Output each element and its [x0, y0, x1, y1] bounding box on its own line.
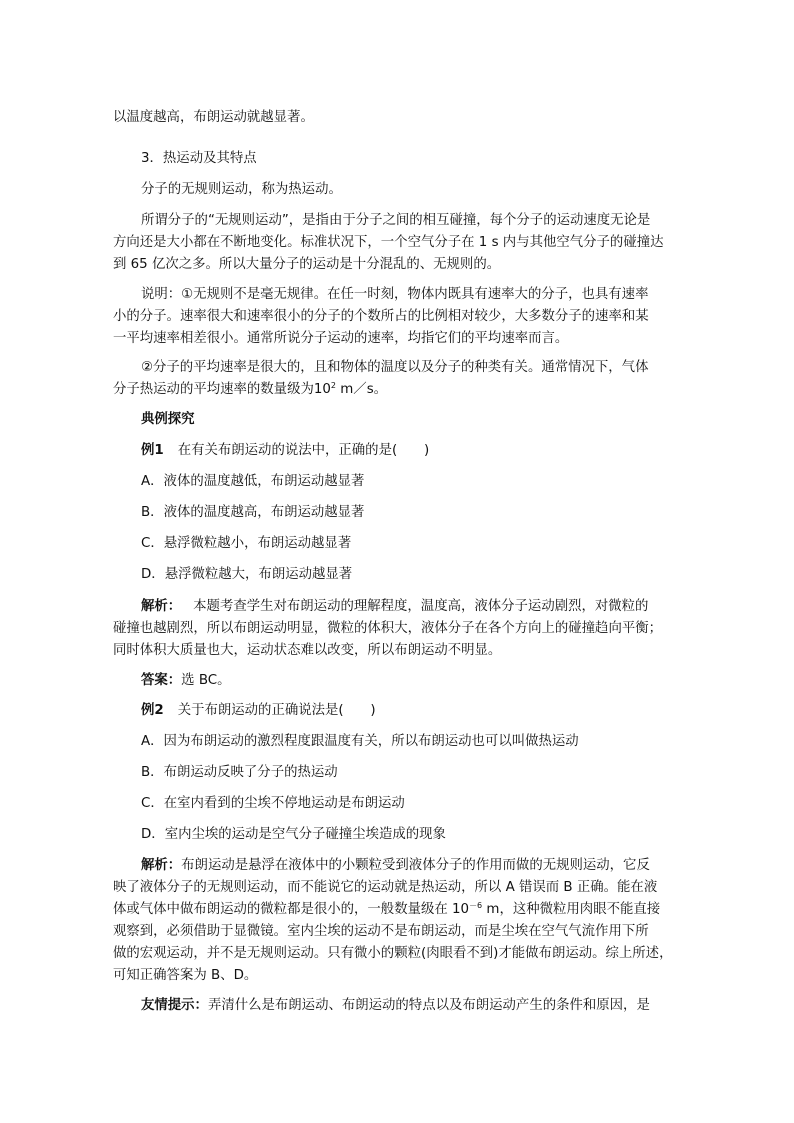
note2-line1: ②分子的平均速率是很大的，且和物体的温度以及分子的种类有关。通常情况下，气体 [141, 360, 649, 375]
example2-option-a: A．因为布朗运动的激烈程度跟温度有关，所以布朗运动也可以叫做热运动 [141, 734, 579, 749]
example2-option-c: C．在室内看到的尘埃不停地运动是布朗运动 [141, 796, 405, 811]
example2-question: 关于布朗运动的正确说法是( ) [177, 703, 376, 718]
example2-analysis-line6: 可知正确答案为 B、D。 [113, 968, 258, 983]
example1-option-a: A．液体的温度越低，布朗运动越显著 [141, 474, 365, 489]
note1-line3: 一平均速率相差很小。通常所说分子运动的速率，均指它们的平均速率而言。 [113, 331, 569, 346]
example2-analysis-line4: 观察到，必须借助于显微镜。室内尘埃的运动不是布朗运动，而是尘埃在空气气流作用下所 [113, 924, 649, 939]
example1-answer-label: 答案： [141, 673, 182, 688]
tip-label: 友情提示： [141, 998, 208, 1013]
typical-heading: 典例探究 [141, 412, 195, 427]
example2-option-d: D．室内尘埃的运动是空气分子碰撞尘埃造成的现象 [141, 827, 446, 842]
example1-analysis-line1 [141, 599, 648, 615]
note2-line2-suffix: m／s。 [336, 382, 388, 397]
example2-analysis-line3-suffix: m，这种微粒用肉眼不能直接 [482, 902, 661, 917]
example2-analysis-line2: 映了液体分子的无规则运动，而不能说它的运动就是热运动，所以 A 错误而 B 正确。能在液 [113, 880, 658, 895]
example1-option-b: B．液体的温度越高，布朗运动越显著 [141, 505, 365, 520]
example2-analysis-text1: 布朗运动是悬浮在液体中的小颗粒受到液体分子的作用而做的无规则运动，它反 [181, 858, 650, 873]
example1-question-line [141, 443, 429, 459]
example1-option-d: D．悬浮微粒越大，布朗运动越显著 [141, 567, 353, 582]
note2-exponent: 2 [330, 381, 336, 390]
section3-heading: 3．热运动及其特点 [141, 151, 257, 166]
example2-exponent: －6 [469, 901, 483, 910]
note1-line2: 小的分子。速率很大和速率很小的分子的个数所占的比例相对较少，大多数分子的速率和某 [113, 309, 649, 324]
example2-analysis-label: 解析： [141, 858, 182, 873]
section3-definition: 分子的无规则运动，称为热运动。 [141, 182, 342, 197]
example1-analysis-text1: 本题考查学生对布朗运动的理解程度，温度高，液体分子运动剧烈，对微粒的 [193, 599, 649, 614]
example2-analysis-line3-prefix: 体或气体中做布朗运动的微粒都是很小的，一般数量级在 10 [113, 902, 470, 917]
tip-line [141, 998, 650, 1014]
example1-answer: 选 BC。 [181, 673, 231, 688]
example2-analysis-line5: 做的宏观运动，并不是无规则运动。只有微小的颗粒(肉眼看不到)才能做布朗运动。综上所述， [113, 946, 673, 961]
section3-para1-line1: 所谓分子的“无规则运动”，是指由于分子之间的相互碰撞，每个分子的运动速度无论是 [141, 213, 651, 228]
example1-label: 例1 [141, 443, 164, 458]
section3-para1-line2: 方向还是大小都在不断地变化。标准状况下，一个空气分子在 1 s 内与其他空气分子的碰撞达 [113, 235, 664, 250]
example2-analysis-line1 [141, 858, 650, 874]
example1-analysis-line2: 碰撞也越剧烈，所以布朗运动明显，微粒的体积大，液体分子在各个方向上的碰撞趋向平衡； [113, 621, 663, 636]
example1-question: 在有关布朗运动的说法中，正确的是( ) [177, 443, 430, 458]
example2-analysis-line3 [113, 902, 660, 918]
note2-line2 [113, 382, 387, 398]
note1-line1: 说明：①无规则不是毫无规律。在任一时刻，物体内既具有速率大的分子，也具有速率 [141, 287, 649, 302]
example2-label: 例2 [141, 703, 164, 718]
tip-text: 弄清什么是布朗运动、布朗运动的特点以及布朗运动产生的条件和原因，是 [207, 998, 650, 1013]
example1-option-c: C．悬浮微粒越小，布朗运动越显著 [141, 536, 352, 551]
intro-continuation: 以温度越高，布朗运动就越显著。 [113, 110, 314, 125]
example2-question-line [141, 703, 376, 719]
note2-line2-prefix: 分子热运动的平均速率的数量级为10 [113, 382, 331, 397]
section3-para1-line3: 到 65 亿次之多。所以大量分子的运动是十分混乱的、无规则的。 [113, 257, 501, 272]
example2-option-b: B．布朗运动反映了分子的热运动 [141, 765, 338, 780]
example1-analysis-label: 解析： [141, 599, 182, 614]
example1-analysis-line3: 同时体积大质量也大，运动状态难以改变，所以布朗运动不明显。 [113, 643, 502, 658]
example1-answer-line [141, 673, 231, 689]
